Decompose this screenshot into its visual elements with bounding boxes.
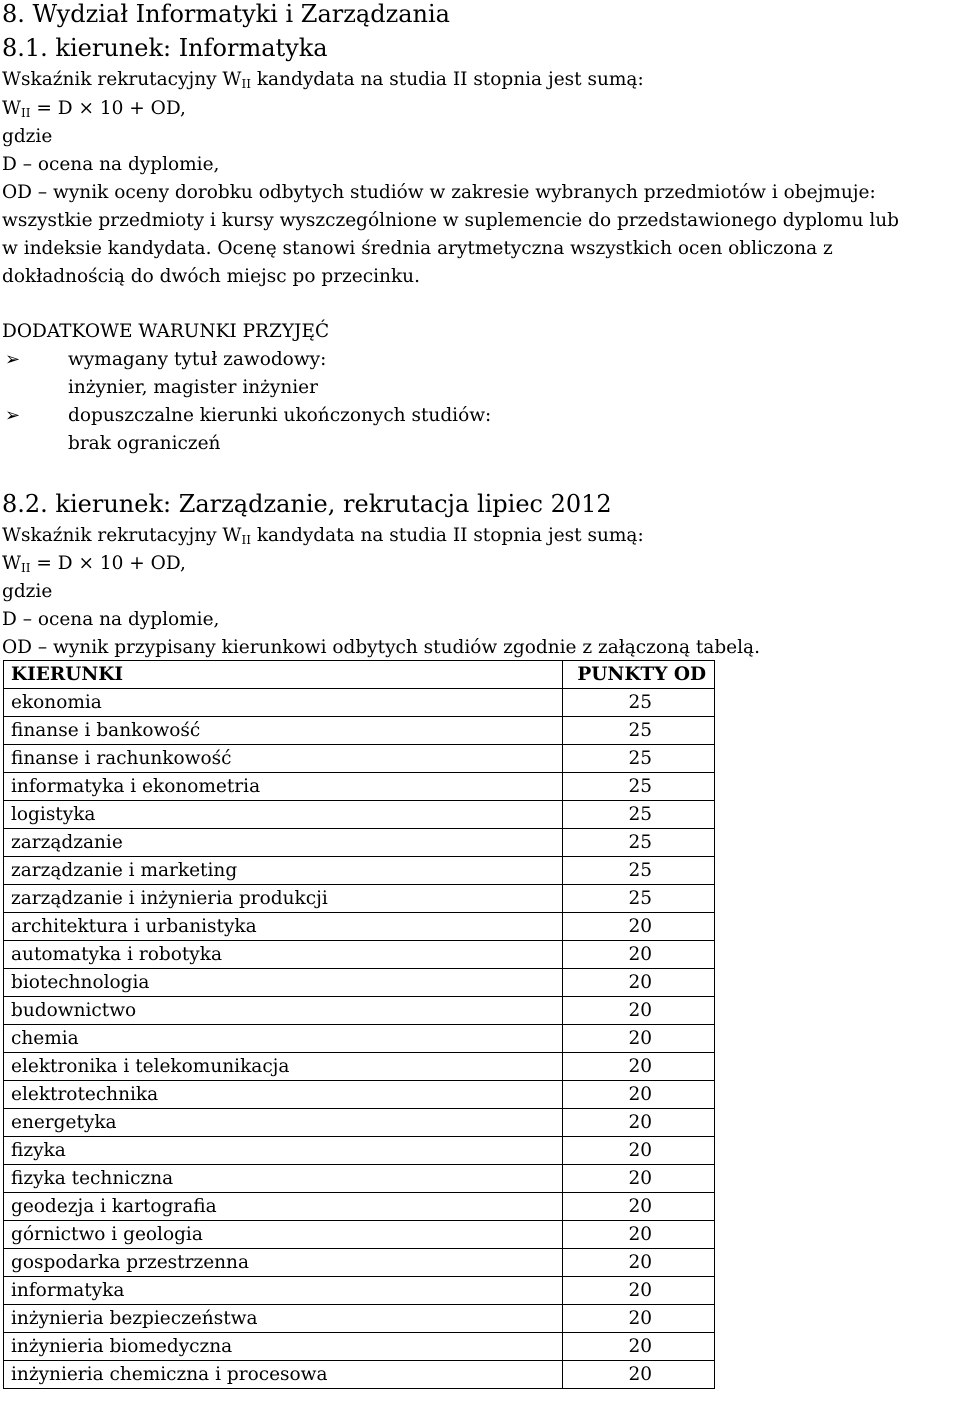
kierunek-cell: fizyka techniczna [4,1165,563,1193]
od-definition: OD – wynik przypisany kierunkowi odbytych studiów zgodnie z załączoną tabelą. [2,637,760,658]
punkty-cell: 20 [563,1193,715,1221]
kierunek-cell: informatyka i ekonometria [4,773,563,801]
gdzie-line: gdzie [2,581,53,602]
d-definition: D – ocena na dyplomie, [2,609,220,630]
kierunek-cell: finanse i bankowość [4,717,563,745]
kierunek-cell: automatyka i robotyka [4,941,563,969]
punkty-cell: 25 [563,829,715,857]
punkty-cell: 20 [563,1221,715,1249]
intro-line: Wskaźnik rekrutacyjny $W_{II}$ kandydata na studia II stopnia jest sumą: [2,69,644,91]
table-row [4,801,715,829]
table-row [4,689,715,717]
arrow-bullet-icon: ➢ [5,349,21,370]
kierunek-cell: gospodarka przestrzenna [4,1249,563,1277]
table-row [4,1165,715,1193]
faculty-heading: 8. Wydział Informatyki i Zarządzania [2,0,450,28]
punkty-cell: 20 [563,997,715,1025]
kierunek-cell: inżynieria bezpieczeństwa [4,1305,563,1333]
punkty-cell: 25 [563,885,715,913]
table-row [4,1053,715,1081]
table-header-row [4,661,715,689]
table-row [4,1137,715,1165]
table-row [4,1221,715,1249]
table-row [4,1109,715,1137]
table-row [4,941,715,969]
table-row [4,1025,715,1053]
kierunek-cell: budownictwo [4,997,563,1025]
od-definition-3: w indeksie kandydata. Ocenę stanowi średnia arytmetyczna wszystkich ocen obliczona z [2,238,833,259]
od-definition-4: dokładnością do dwóch miejsc po przecinku. [2,266,420,287]
punkty-cell: 25 [563,801,715,829]
punkty-cell: 20 [563,1053,715,1081]
table-row [4,969,715,997]
kierunek-cell: biotechnologia [4,969,563,997]
table-row [4,717,715,745]
kierunek-cell: fizyka [4,1137,563,1165]
punkty-cell: 25 [563,773,715,801]
punkty-cell: 20 [563,1109,715,1137]
table-body [4,689,715,1389]
od-definition-1: OD – wynik oceny dorobku odbytych studiów w zakresie wybranych przedmiotów i obejmuje: [2,182,876,203]
table-row [4,1193,715,1221]
kierunki-table [3,660,715,1389]
punkty-cell: 20 [563,941,715,969]
table-row [4,913,715,941]
header-punkty-od: PUNKTY OD [563,661,715,689]
section-heading-informatyka: 8.1. kierunek: Informatyka [2,34,328,62]
kierunek-cell: chemia [4,1025,563,1053]
condition-label: dopuszczalne kierunki ukończonych studiów: [68,405,492,426]
table-row [4,1249,715,1277]
arrow-bullet-icon: ➢ [5,405,21,426]
kierunek-cell: górnictwo i geologia [4,1221,563,1249]
punkty-cell: 20 [563,1081,715,1109]
d-definition: D – ocena na dyplomie, [2,154,220,175]
header-kierunki: KIERUNKI [4,661,563,689]
table-row [4,829,715,857]
condition-value: brak ograniczeń [68,433,221,454]
od-definition-2: wszystkie przedmioty i kursy wyszczególnione w suplemencie do przedstawionego dyplomu lub [2,210,899,231]
kierunek-cell: zarządzanie i inżynieria produkcji [4,885,563,913]
kierunek-cell: geodezja i kartografia [4,1193,563,1221]
table-row [4,1333,715,1361]
kierunek-cell: zarządzanie [4,829,563,857]
punkty-cell: 20 [563,1025,715,1053]
punkty-cell: 20 [563,1137,715,1165]
punkty-cell: 20 [563,1277,715,1305]
punkty-cell: 25 [563,857,715,885]
table-row [4,857,715,885]
gdzie-line: gdzie [2,126,53,147]
punkty-cell: 20 [563,1249,715,1277]
kierunek-cell: inżynieria chemiczna i procesowa [4,1361,563,1389]
punkty-cell: 25 [563,745,715,773]
punkty-cell: 20 [563,1305,715,1333]
formula-line: $W_{II} = D \times 10$ + OD, [2,553,186,575]
table-row [4,1081,715,1109]
punkty-cell: 20 [563,1361,715,1389]
punkty-cell: 20 [563,913,715,941]
section-heading-zarzadzanie: 8.2. kierunek: Zarządzanie, rekrutacja lipiec 2012 [2,490,612,518]
kierunek-cell: elektronika i telekomunikacja [4,1053,563,1081]
table-row [4,1361,715,1389]
punkty-cell: 20 [563,969,715,997]
kierunek-cell: elektrotechnika [4,1081,563,1109]
table-row [4,1305,715,1333]
table-row [4,885,715,913]
condition-label: wymagany tytuł zawodowy: [68,349,327,370]
kierunek-cell: ekonomia [4,689,563,717]
kierunek-cell: inżynieria biomedyczna [4,1333,563,1361]
conditions-title: DODATKOWE WARUNKI PRZYJĘĆ [2,321,330,342]
formula-line: $W_{II} = D \times 10$ + OD, [2,98,186,120]
intro-line: Wskaźnik rekrutacyjny $W_{II}$ kandydata na studia II stopnia jest sumą: [2,525,644,547]
kierunek-cell: energetyka [4,1109,563,1137]
kierunek-cell: finanse i rachunkowość [4,745,563,773]
table-row [4,997,715,1025]
kierunek-cell: zarządzanie i marketing [4,857,563,885]
kierunek-cell: architektura i urbanistyka [4,913,563,941]
table-row [4,1277,715,1305]
punkty-cell: 25 [563,717,715,745]
kierunek-cell: informatyka [4,1277,563,1305]
punkty-cell: 20 [563,1165,715,1193]
table-row [4,745,715,773]
condition-value: inżynier, magister inżynier [68,377,318,398]
punkty-cell: 25 [563,689,715,717]
punkty-cell: 20 [563,1333,715,1361]
kierunek-cell: logistyka [4,801,563,829]
table-row [4,773,715,801]
